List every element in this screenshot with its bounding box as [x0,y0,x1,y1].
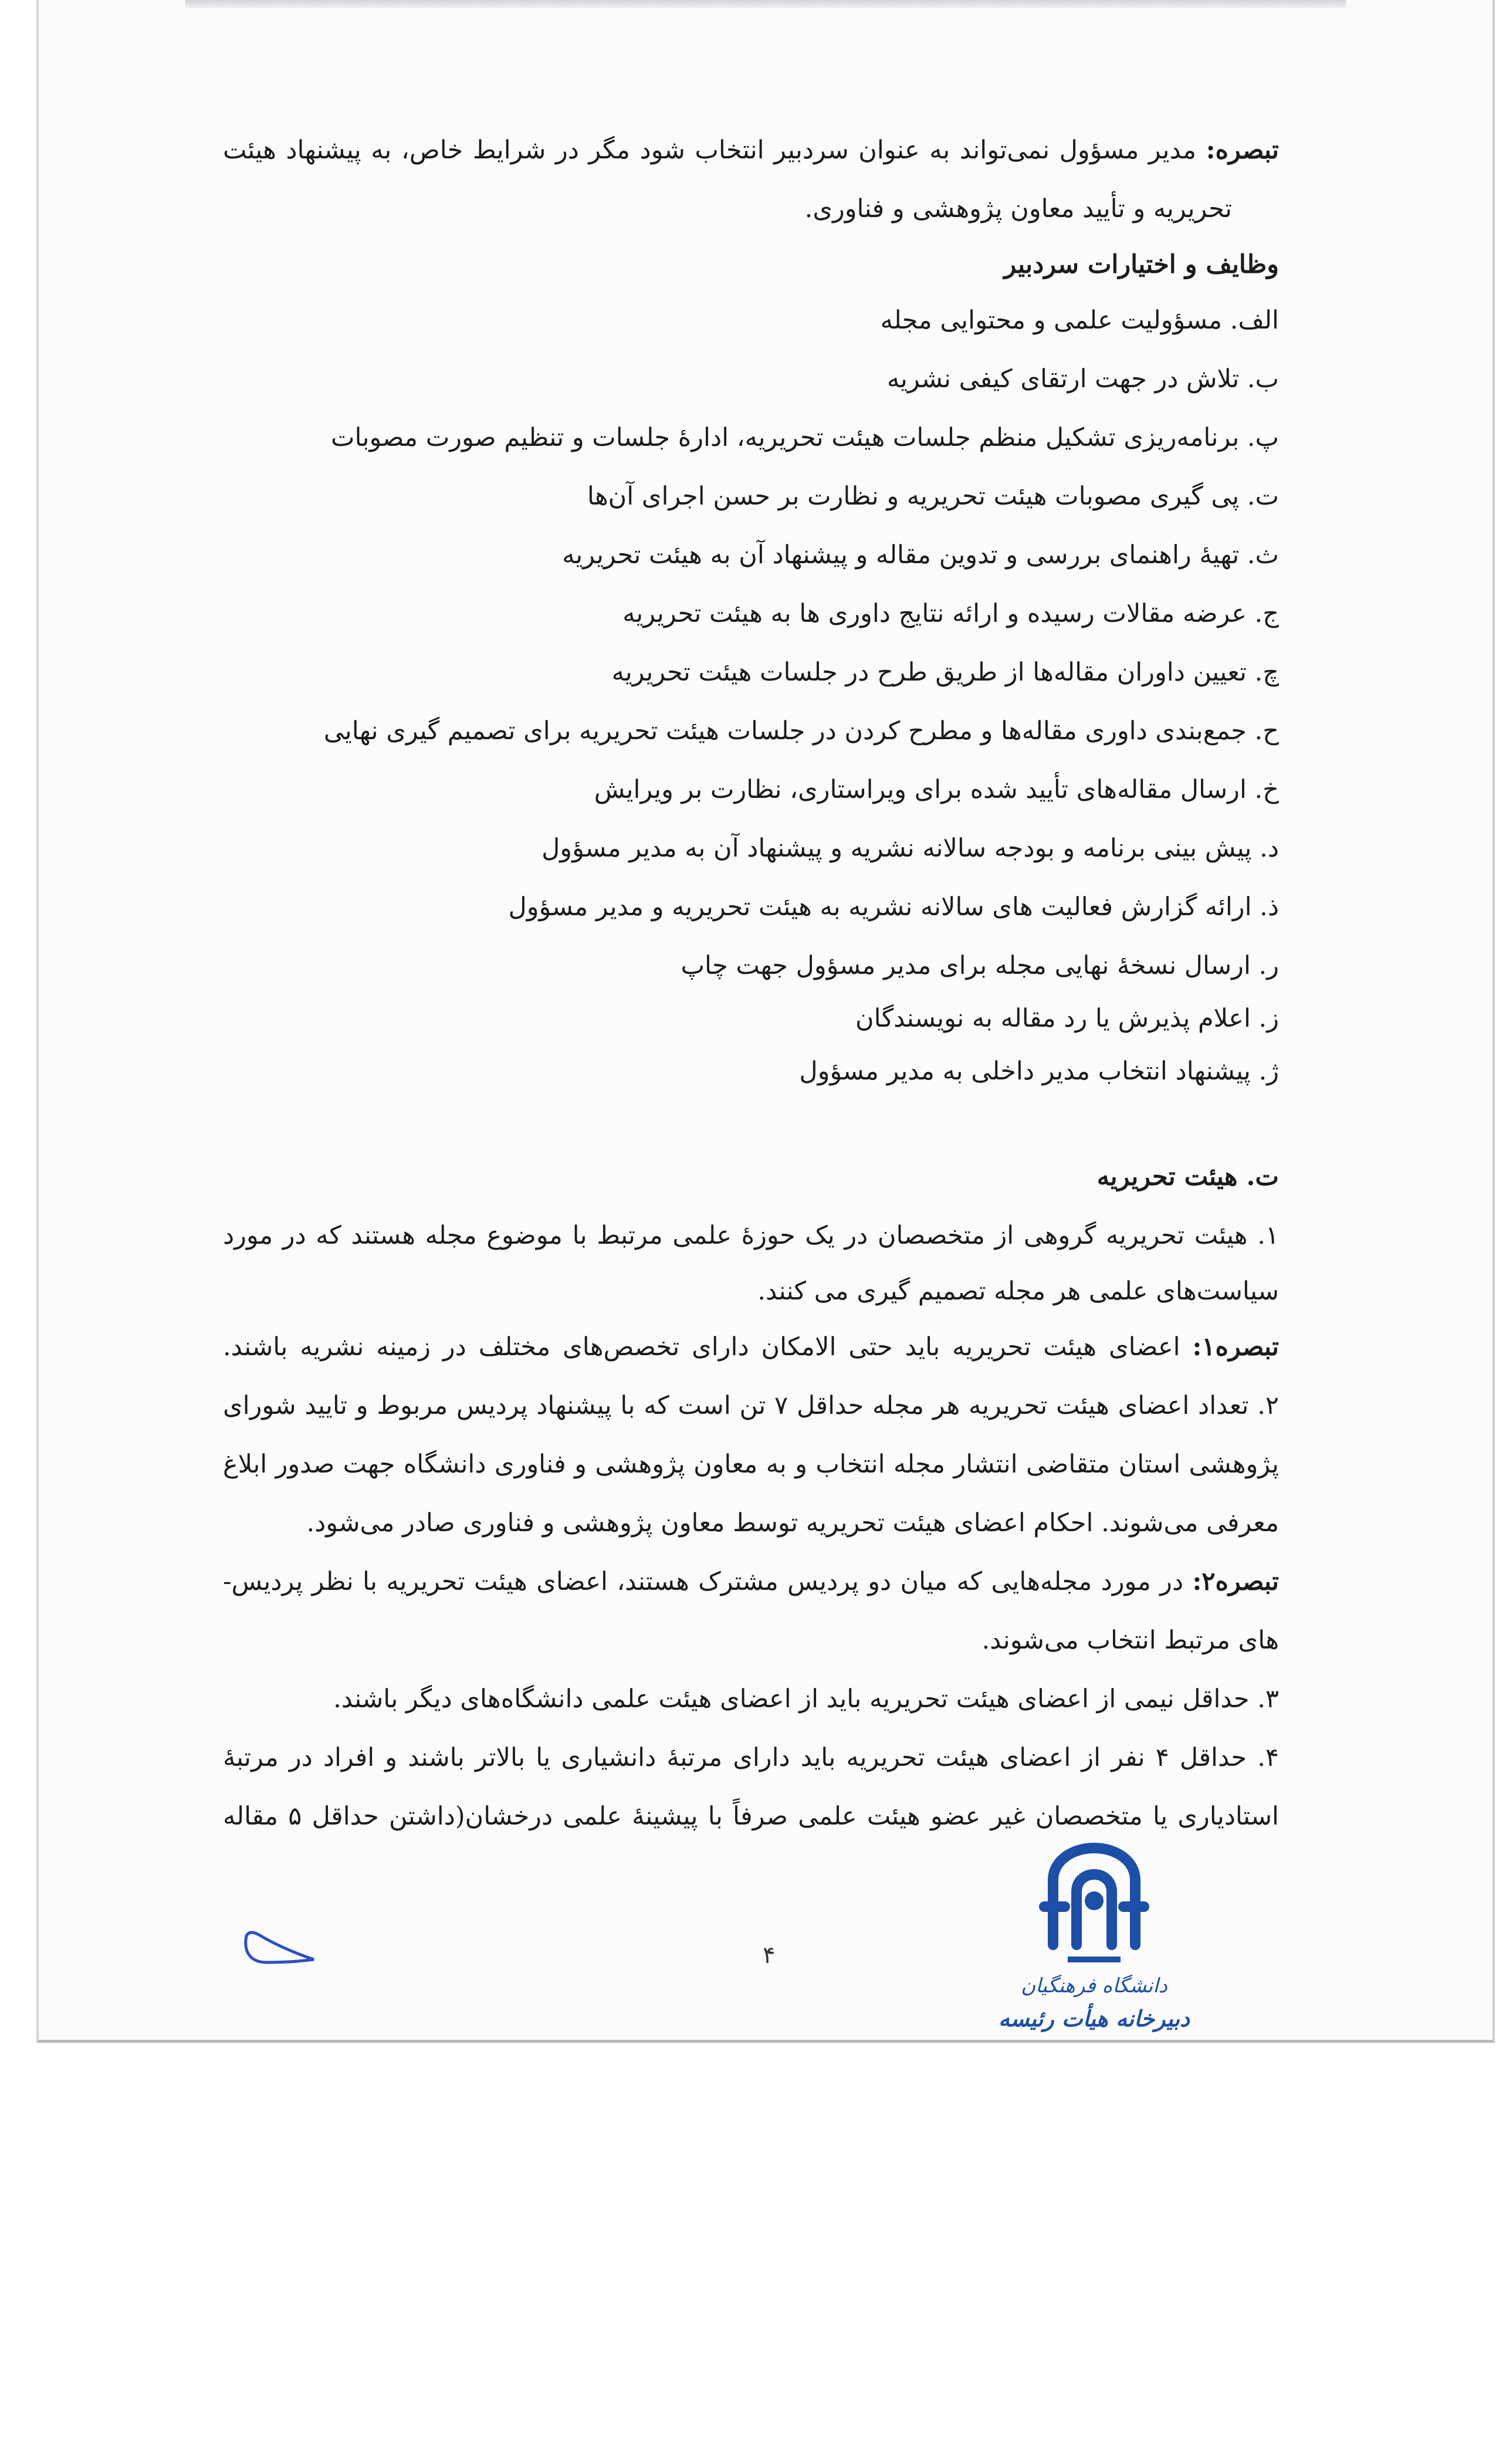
duty-item: ت. پی گیری مصوبات هیئت تحریریه و نظارت بر حسن اجرای آن‌ها [587,482,1279,511]
duty-item: ذ. ارائه گزارش فعالیت های سالانه نشریه به هیئت تحریریه و مدیر مسؤول [508,892,1279,922]
duty-item: خ. ارسال مقاله‌های تأیید شده برای ویراستاری، نظارت بر ویرایش [594,775,1279,804]
note-1 [223,1332,1279,1362]
section-heading-editor-duties: وظایف و اختیارات سردبیر [1004,250,1279,279]
duty-item: ب. تلاش در جهت ارتقای کیفی نشریه [886,364,1279,394]
duty-item: ث. تهیهٔ راهنمای بررسی و تدوین مقاله و پیشنهاد آن به هیئت تحریریه [562,540,1279,570]
text-line: سیاست‌های علمی هر مجله تصمیم گیری می کنند. [757,1277,1279,1306]
text-line: ۲. تعداد اعضای هیئت تحریریه هر مجله حداقل ۷ تن است که با پیشنهاد پردیس مربوط و تایید شورای [223,1391,1279,1420]
duty-item: ر. ارسال نسخهٔ نهایی مجله برای مدیر مسؤول جهت چاپ [681,951,1279,980]
duty-item: پ. برنامه‌ریزی تشکیل منظم جلسات هیئت تحریریه، ادارهٔ جلسات و تنظیم صورت مصوبات [330,423,1279,452]
text-line: استادیاری یا متخصصان غیر عضو هیئت علمی صرفاً با پیشینهٔ علمی درخشان(داشتن حداقل ۵ مقاله [223,1802,1279,1831]
duty-item: د. پیش بینی برنامه و بودجه سالانه نشریه و پیشنهاد آن به مدیر مسؤول [541,834,1279,863]
text-line: ۳. حداقل نیمی از اعضای هیئت تحریریه باید از اعضای هیئت علمی دانشگاه‌های دیگر باشند. [333,1684,1279,1714]
text-line: پژوهشی استان متقاضی انتشار مجله انتخاب و به معاون پژوهشی و فناوری دانشگاه جهت صدور ابلاغ [223,1450,1279,1479]
stamp-university-name: دانشگاه فرهنگیان [1021,1974,1167,1998]
text-line: های مرتبط انتخاب می‌شوند. [981,1626,1279,1655]
text-line: تحریریه و تأیید معاون پژوهشی و فناوری. [804,194,1232,224]
signature-mark [241,1918,317,1971]
university-stamp [997,1825,1191,2047]
line-text: اعضای هیئت تحریریه باید حتی الامکان دارای تخصص‌های مختلف در زمینه نشریه باشند. [223,1332,1193,1362]
note-label: تبصره۱: [1192,1332,1279,1362]
text-line: ۴. حداقل ۴ نفر از اعضای هیئت تحریریه باید دارای مرتبهٔ دانشیاری یا بالاتر باشند و افراد در مرتبهٔ [223,1743,1279,1772]
note-editor-restriction [223,138,1279,163]
university-logo-icon [997,1825,1191,1971]
section-heading-editorial-board: ت. هیئت تحریریه [1096,1162,1279,1192]
duty-item: ح. جمع‌بندی داوری مقاله‌ها و مطرح کردن در جلسات هیئت تحریریه برای تصمیم گیری نهایی [323,716,1279,746]
note-2 [223,1569,1279,1595]
note-label: تبصره: [1206,136,1279,165]
duty-item: ج. عرضه مقالات رسیده و ارائه نتایج داوری ها به هیئت تحریریه [622,599,1279,628]
text-line: ۱. هیئت تحریریه گروهی از متخصصان در یک حوزهٔ علمی مرتبط با موضوع مجله هستند که در مورد [223,1221,1279,1250]
duty-item: ز. اعلام پذیرش یا رد مقاله به نویسندگان [855,1004,1279,1033]
note-label: تبصره۲: [1192,1567,1279,1596]
line-text: مدیر مسؤول نمی‌تواند به عنوان سردبیر انتخاب شود مگر در شرایط خاص، به پیشنهاد هیئت [223,136,1206,165]
duty-item: ژ. پیشنهاد انتخاب مدیر داخلی به مدیر مسؤول [799,1057,1279,1086]
duty-item: الف. مسؤولیت علمی و محتوایی مجله [880,306,1279,335]
stamp-office-name: دبیرخانه هیأت رئیسه [999,2005,1190,2032]
line-text: در مورد مجله‌هایی که میان دو پردیس مشترک هستند، اعضای هیئت تحریریه با نظر پردیس- [223,1567,1193,1596]
duty-item: چ. تعیین داوران مقاله‌ها از طریق طرح در جلسات هیئت تحریریه [611,658,1279,687]
text-line: معرفی می‌شوند. احکام اعضای هیئت تحریریه توسط معاون پژوهشی و فناوری صادر می‌شود. [306,1508,1279,1538]
page-number: ۴ [763,1942,776,1969]
